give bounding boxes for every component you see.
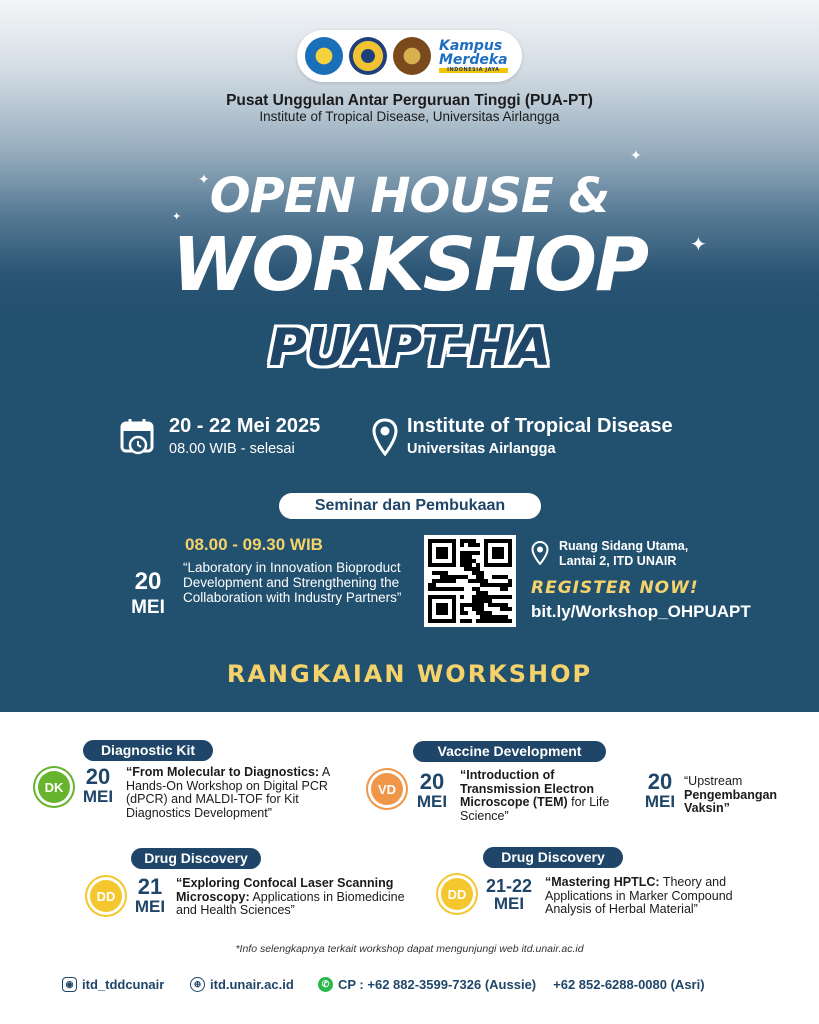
sparkle-icon: ✦ — [690, 232, 707, 256]
drug2-month: MEI — [493, 894, 525, 913]
sparkle-icon: ✦ — [630, 148, 642, 164]
seminar-pill: Seminar dan Pembukaan — [279, 493, 541, 519]
drug2-day: 21-22 — [485, 876, 533, 896]
category-diagnostic-kit: Diagnostic Kit — [83, 740, 213, 761]
drug1-topic — [176, 877, 414, 918]
seminar-day: 20 — [134, 568, 162, 595]
venue-line2: Lantai 2, ITD UNAIR — [559, 554, 677, 568]
registration-qr-code[interactable] — [424, 535, 516, 627]
category-drug-discovery-2: Drug Discovery — [483, 847, 623, 868]
diagnostic-topic-rest: A Hands-On Workshop on Digital PCR (dPCR) and MALDI-TOF for Kit Diagnostics Development” — [126, 765, 330, 820]
logo-bar — [297, 30, 522, 82]
kemdikbud-logo — [305, 37, 343, 75]
event-time: 08.00 WIB - selesai — [169, 441, 295, 457]
vaccine-topic-2 — [684, 775, 802, 816]
institution-title: Pusat Unggulan Antar Perguruan Tinggi (PUA-PT) — [226, 92, 593, 109]
vaccine-month-1: MEI — [416, 792, 448, 811]
title-open-house: OPEN HOUSE & — [209, 168, 610, 224]
location-title: Institute of Tropical Disease — [407, 415, 673, 437]
title-workshop: WORKSHOP — [171, 222, 648, 308]
pua-pt-logo — [393, 37, 431, 75]
rangkaian-workshop-title: RANGKAIAN WORKSHOP — [226, 660, 593, 688]
dd-badge-2: DD — [441, 878, 473, 910]
seminar-topic: “Laboratory in Innovation Bioproduct Development and Strengthening the Collaboration with Industry Partners” — [183, 560, 402, 605]
vaccine-month-2: MEI — [644, 792, 676, 811]
venue-pin-icon — [531, 541, 549, 565]
diagnostic-topic-bold: “From Molecular to Diagnostics: — [126, 765, 320, 779]
vaccine-topic-1-bold: “Introduction of Transmission Electron Microscope (TEM) — [460, 768, 595, 809]
footnote: *Info selengkapnya terkait workshop dapat mengunjungi web itd.unair.ac.id — [235, 943, 584, 955]
register-link[interactable]: bit.ly/Workshop_OHPUAPT — [531, 602, 751, 621]
vd-badge: VD — [371, 773, 403, 805]
event-date: 20 - 22 Mei 2025 — [169, 415, 321, 437]
vaccine-topic-2-plain: “Upstream — [684, 774, 743, 788]
footer-instagram[interactable] — [62, 977, 164, 992]
category-vaccine-development: Vaccine Development — [413, 741, 606, 762]
diagnostic-day: 20 — [85, 764, 111, 789]
drug2-date — [478, 877, 540, 912]
contact-person-2: +62 852-6288-0080 (Asri) — [553, 977, 705, 992]
kampus-merdeka-line2: Merdeka — [439, 52, 508, 68]
footer-website[interactable] — [190, 977, 294, 992]
website-url: itd.unair.ac.id — [210, 977, 294, 992]
contact-person-1: CP : +62 882-3599-7326 (Aussie) — [338, 977, 537, 992]
location-pin-icon — [372, 418, 398, 456]
whatsapp-icon: ✆ — [318, 977, 333, 992]
seminar-time: 08.00 - 09.30 WIB — [185, 535, 323, 554]
venue-line1: Ruang Sidang Utama, — [559, 539, 689, 553]
register-now-label: REGISTER NOW! — [531, 578, 699, 598]
footer-contact — [318, 977, 705, 992]
drug1-date — [130, 876, 170, 915]
drug1-month: MEI — [134, 897, 166, 916]
dk-badge: DK — [38, 771, 70, 803]
institution-subtitle: Institute of Tropical Disease, Universitas Airlangga — [259, 109, 560, 124]
seminar-venue — [559, 539, 719, 569]
vaccine-day-1: 20 — [419, 769, 445, 794]
instagram-icon: ◉ — [62, 977, 77, 992]
diagnostic-month: MEI — [82, 787, 114, 806]
dd-badge-1: DD — [90, 880, 122, 912]
diagnostic-date — [78, 766, 118, 805]
vaccine-date-2 — [640, 771, 680, 810]
drug2-topic-bold: “Mastering HPTLC: — [545, 875, 660, 889]
sparkle-icon: ✦ — [172, 210, 182, 223]
drug1-day: 21 — [137, 874, 163, 899]
category-drug-discovery-1: Drug Discovery — [131, 848, 261, 869]
kampus-merdeka-line1: Kampus — [439, 38, 503, 54]
drug1-topic-rest: Applications in Biomedicine and Health Sciences” — [176, 889, 405, 917]
vaccine-day-2: 20 — [647, 769, 673, 794]
vaccine-topic-1-rest: for Life Science” — [460, 795, 610, 823]
sparkle-icon: ✦ — [198, 172, 210, 188]
globe-icon: ⊕ — [190, 977, 205, 992]
drug2-topic-rest: Theory and Applications in Marker Compound Analysis of Herbal Material” — [545, 875, 733, 916]
qr-code-pattern — [428, 539, 512, 623]
kampus-merdeka-tagline: INDONESIA JAYA — [439, 68, 508, 73]
location-subtitle: Universitas Airlangga — [407, 441, 556, 457]
instagram-handle: itd_tddcunair — [82, 977, 165, 992]
drug1-topic-bold: “Exploring Confocal Laser Scanning Microscopy: — [176, 876, 394, 904]
drug2-topic — [545, 876, 760, 917]
vaccine-date-1 — [412, 771, 452, 810]
seminar-month: MEI — [131, 597, 165, 618]
title-puapt-ha: PUAPT-HA — [268, 318, 551, 378]
vaccine-topic-2-bold: Pengembangan Vaksin” — [684, 787, 778, 815]
diagnostic-topic — [126, 766, 350, 820]
vaccine-topic-1 — [460, 769, 630, 823]
unair-logo — [349, 37, 387, 75]
kampus-merdeka-logo — [439, 39, 508, 73]
calendar-icon — [120, 418, 156, 456]
